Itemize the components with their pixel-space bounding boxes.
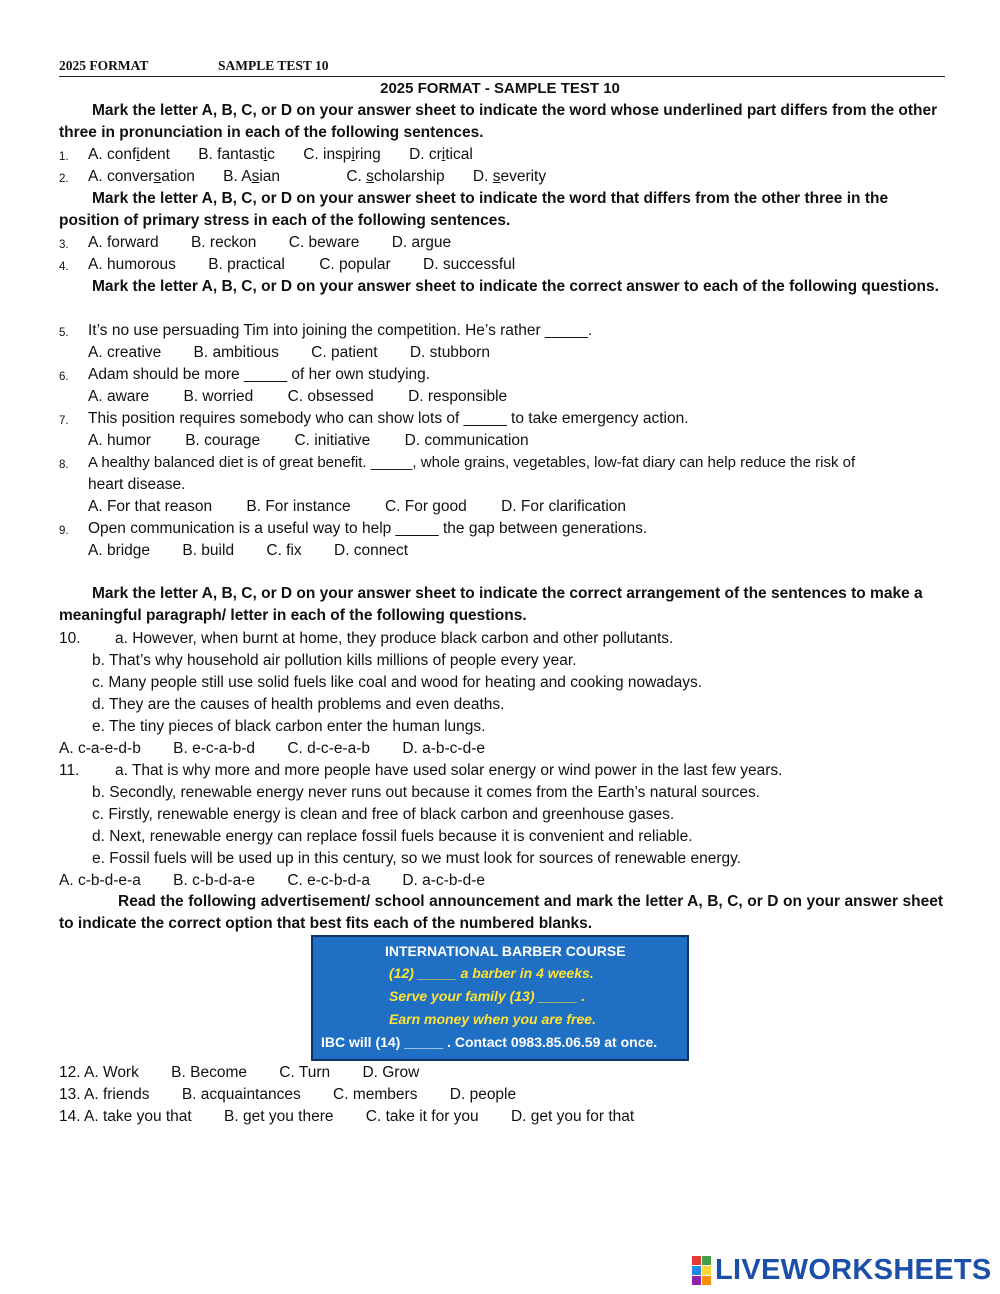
logo-text: LIVEWORKSHEETS <box>715 1253 992 1286</box>
question-number: 1. <box>59 151 69 163</box>
question-10-number: 10. <box>59 630 81 647</box>
header-test: SAMPLE TEST 10 <box>218 58 329 73</box>
question-text: A healthy balanced diet is of great benefit. _____, whole grains, vegetables, low-fat diary can help reduce the risk of <box>88 454 856 471</box>
q10-sentence-c: c. Many people still use solid fuels like coal and wood for heating and cooking nowadays. <box>92 674 703 691</box>
page-header <box>59 58 945 77</box>
option-c[interactable]: C. d-c-e-a-b <box>287 740 370 757</box>
q11-sentence-d: d. Next, renewable energy can replace fossil fuels because it is convenient and reliable. <box>92 828 693 845</box>
question-text: Open communication is a useful way to help _____ the gap between generations. <box>88 520 648 537</box>
option-a[interactable]: A. aware <box>88 388 150 405</box>
option-d[interactable]: D. a-c-b-d-e <box>402 872 485 889</box>
option-b[interactable]: B. courage <box>185 432 261 449</box>
option-a[interactable]: A. Work <box>84 1064 139 1081</box>
option-b[interactable]: B. get you there <box>224 1108 334 1125</box>
question-text-cont: heart disease. <box>88 476 186 493</box>
instruction-cloze: Read the following advertisement/ school announcement and mark the letter A, B, C, or D on your answer sheet to indicate the correct option that best fits each of the numbered blanks. <box>59 893 943 932</box>
q10-sentence-e: e. The tiny pieces of black carbon enter the human lungs. <box>92 718 486 735</box>
option-d[interactable]: D. connect <box>334 542 409 559</box>
option-a[interactable]: A. friends <box>84 1086 150 1103</box>
option-d[interactable]: D. responsible <box>408 388 508 405</box>
ad-line-14: IBC will (14) _____ . Contact 0983.85.06.59 at once. <box>321 1034 658 1050</box>
question-number: 3. <box>59 239 69 251</box>
option-b[interactable]: B. build <box>182 542 235 559</box>
option-a[interactable]: A. bridge <box>88 542 151 559</box>
option-d[interactable]: D. successful <box>423 256 516 273</box>
option-a[interactable]: A. conversation <box>88 168 195 185</box>
option-a[interactable]: A. forward <box>88 234 159 251</box>
question-number: 7. <box>59 415 69 427</box>
option-c[interactable]: C. scholarship <box>346 168 445 185</box>
option-b[interactable]: B. ambitious <box>193 344 279 361</box>
option-d[interactable]: D. For clarification <box>501 498 627 515</box>
question-11-options <box>59 870 485 892</box>
option-d[interactable]: D. Grow <box>362 1064 420 1081</box>
instruction-arrangement: Mark the letter A, B, C, or D on your answer sheet to indicate the correct arrangement of the sentences to make a meaningful paragraph/ letter in each of the following questions. <box>59 585 923 624</box>
instruction-pronunciation: Mark the letter A, B, C, or D on your answer sheet to indicate the word whose underlined part differs from the other three in pronunciation in each of the following sentences. <box>59 102 938 141</box>
option-b[interactable]: B. For instance <box>246 498 351 515</box>
question-text: This position requires somebody who can show lots of _____ to take emergency action. <box>88 410 689 427</box>
question-text: It’s no use persuading Tim into joining the competition. He’s rather _____. <box>88 322 593 339</box>
instruction-vocab: Mark the letter A, B, C, or D on your answer sheet to indicate the correct answer to each of the following questions. <box>92 278 939 295</box>
logo-blocks-icon <box>692 1256 711 1285</box>
option-c[interactable]: C. take it for you <box>365 1108 479 1125</box>
option-c[interactable]: C. initiative <box>294 432 371 449</box>
question-11-number: 11. <box>59 762 80 779</box>
ad-title: INTERNATIONAL BARBER COURSE <box>385 943 626 959</box>
option-a[interactable]: A. c-b-d-e-a <box>59 872 141 889</box>
option-d[interactable]: D. argue <box>391 234 452 251</box>
option-c[interactable]: C. For good <box>384 498 467 515</box>
option-c[interactable]: C. fix <box>266 542 302 559</box>
option-c[interactable]: C. popular <box>319 256 391 273</box>
question-number: 2. <box>59 173 69 185</box>
option-d[interactable]: D. severity <box>472 168 547 185</box>
option-a[interactable]: A. humorous <box>88 256 176 273</box>
question-14 <box>59 1106 634 1128</box>
option-b[interactable]: B. fantastic <box>198 146 275 163</box>
q10-sentence-d: d. They are the causes of health problems and even deaths. <box>92 696 505 713</box>
option-c[interactable]: C. beware <box>288 234 360 251</box>
q10-sentence-b: b. That’s why household air pollution kills millions of people every year. <box>92 652 577 669</box>
option-d[interactable]: D. get you for that <box>510 1108 635 1125</box>
ad-line-free: Earn money when you are free. <box>389 1011 596 1027</box>
question-number: 9. <box>59 525 69 537</box>
option-c[interactable]: C. obsessed <box>287 388 374 405</box>
q11-sentence-e: e. Fossil fuels will be used up in this century, so we must look for sources of renewable energy. <box>92 850 742 867</box>
option-a[interactable]: A. take you that <box>84 1108 192 1125</box>
option-b[interactable]: B. acquaintances <box>181 1086 301 1103</box>
ad-line-12: (12) _____ a barber in 4 weeks. <box>389 965 594 981</box>
option-a[interactable]: A. confident <box>88 146 170 163</box>
option-b[interactable]: B. reckon <box>190 234 257 251</box>
q11-sentence-b: b. Secondly, renewable energy never runs out because it comes from the Earth’s natural sources. <box>92 784 761 801</box>
question-text: Adam should be more _____ of her own studying. <box>88 366 431 383</box>
option-c[interactable]: C. members <box>333 1086 418 1103</box>
question-number: 6. <box>59 371 69 383</box>
option-c[interactable]: C. e-c-b-d-a <box>287 872 370 889</box>
option-a[interactable]: A. For that reason <box>88 498 213 515</box>
question-number: 13. <box>59 1086 81 1103</box>
option-a[interactable]: A. creative <box>88 344 162 361</box>
question-number: 12. <box>59 1064 81 1081</box>
header-format: 2025 FORMAT <box>59 58 149 73</box>
option-c[interactable]: C. Turn <box>279 1064 331 1081</box>
question-10-options <box>59 738 485 760</box>
option-b[interactable]: B. c-b-d-a-e <box>173 872 255 889</box>
q11-sentence-a: a. That is why more and more people have used solar energy or wind power in the last few years. <box>115 762 783 779</box>
option-d[interactable]: D. a-b-c-d-e <box>402 740 485 757</box>
q10-sentence-a: a. However, when burnt at home, they produce black carbon and other pollutants. <box>115 630 674 647</box>
question-13 <box>59 1084 516 1106</box>
option-b[interactable]: B. worried <box>183 388 254 405</box>
option-b[interactable]: B. e-c-a-b-d <box>173 740 255 757</box>
option-d[interactable]: D. stubborn <box>409 344 490 361</box>
question-number: 5. <box>59 327 69 339</box>
option-d[interactable]: D. communication <box>404 432 529 449</box>
option-a[interactable]: A. c-a-e-d-b <box>59 740 141 757</box>
question-12 <box>59 1062 419 1084</box>
question-number: 8. <box>59 459 69 471</box>
question-number: 4. <box>59 261 69 273</box>
option-c[interactable]: C. patient <box>311 344 378 361</box>
ad-line-13: Serve your family (13) _____ . <box>389 988 586 1004</box>
question-number: 14. <box>59 1108 81 1125</box>
option-a[interactable]: A. humor <box>88 432 151 449</box>
option-b[interactable]: B. Become <box>171 1064 247 1081</box>
option-b[interactable]: B. practical <box>208 256 285 273</box>
option-b[interactable]: B. Asian <box>223 168 281 185</box>
barber-advertisement <box>311 935 689 1061</box>
option-d[interactable]: D. people <box>449 1086 517 1103</box>
liveworksheets-logo <box>692 1254 992 1286</box>
q11-sentence-c: c. Firstly, renewable energy is clean and free of black carbon and greenhouse gases. <box>92 806 675 823</box>
option-d[interactable]: D. critical <box>409 146 473 163</box>
option-c[interactable]: C. inspiring <box>303 146 381 163</box>
page-title: 2025 FORMAT - SAMPLE TEST 10 <box>380 80 620 97</box>
instruction-stress: Mark the letter A, B, C, or D on your answer sheet to indicate the word that differs from the other three in the position of primary stress in each of the following sentences. <box>59 190 889 229</box>
